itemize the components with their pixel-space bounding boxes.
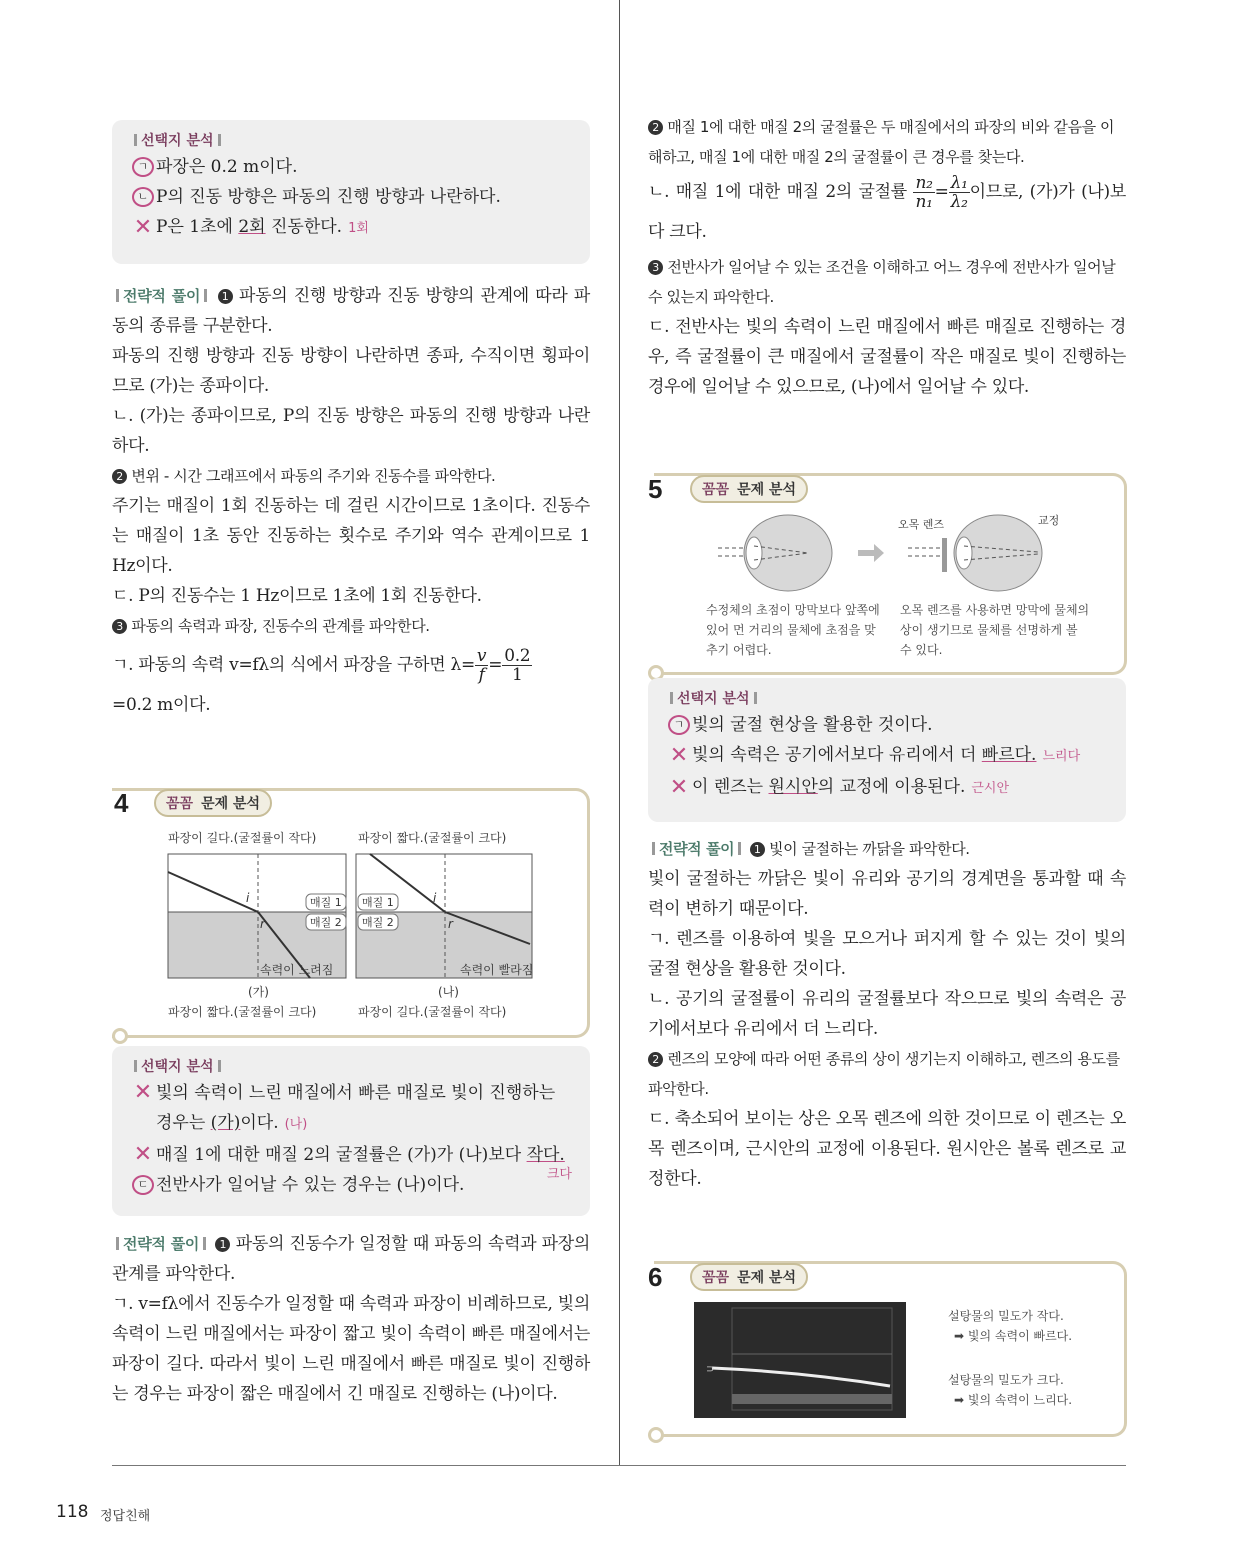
option-b: ㄴ P의 진동 방향은 파동의 진행 방향과 나란하다. [130,182,572,212]
svg-text:오목 렌즈: 오목 렌즈 [898,518,945,531]
q4-strategy-cont: 2 매질 1에 대한 매질 2의 굴절률은 두 매질에서의 파장의 비와 같음을 이해하고, 매질 1에 대한 매질 2의 굴절률이 큰 경우를 찾는다. ㄴ. 매질 1에 대한 매질 2의 굴절률 $\frac{\text{n₂}}{\text{n₁}}$ = $\frac{\text{λ₁}}{\text{λ₂}}$ 이므로, (가)가 (나)보다 크다. 3 전반사가 일어날 수 있는 조건을 이해하고 어느 경우에 전반사가 일어날 수 있는지 파악한다. ㄷ. 전반사는 빛의 속력이 느린 매질에서 빠른 매질로 진행하는 경우, 즉 굴절률이 큰 매질에서 굴절률이 작은 매질로 빛이 진행하는 경우에 일어날 수 있으므로, (나)에서 일어날 수 있다. [648,118,1127,397]
frame-dot [112,1028,128,1044]
photo-note-top: 설탕물의 밀도가 작다. ➡ 빛의 속력이 빠르다. [948,1309,1073,1343]
options-heading: 선택지 분석 [130,1056,572,1076]
wrong-mark-icon: ✕ [669,743,689,768]
svg-text:파장이 짧다.(굴절률이 크다): 파장이 짧다.(굴절률이 크다) [168,1005,317,1019]
svg-text:r: r [448,917,453,931]
svg-text:(나): (나) [438,985,459,999]
svg-text:매질 2: 매질 2 [310,916,342,929]
option-a: ㄱ 빛의 굴절 현상을 활용한 것이다. [666,710,1108,740]
svg-text:(가): (가) [248,985,269,999]
option-a: ㄱ 파장은 0.2 m이다. [130,152,572,182]
option-b: ✕ 빛의 속력은 공기에서보다 유리에서 더 빠르다. 느리다 [669,743,1081,768]
q4-badge: 꼼꼼 문제 분석 [154,789,272,817]
question-number: 6 [648,1262,663,1292]
q4-strategy: 전략적 풀이 1 파동의 진동수가 일정할 때 파동의 속력과 파장의 관계를 파악한다. ㄱ. v=fλ에서 진동수가 일정할 때 속력과 파장이 비례하므로, 빛의 속력이 느린 매질에서는 파장이 짧고 빛이 속력이 빠른 매질에서는 파장이 길다. 따라서 빛이 느린 매질에서 빠른 매질로 빛이 진행하는 경우는 파장이 짧은 매질에서 긴 매질로 진행하는 (나)이다. [112,1234,590,1404]
wrong-mark-icon: ✕ [669,775,689,800]
eye-caption-left: 수정체의 초점이 망막보다 앞쪽에 있어 먼 거리의 물체에 초점을 맞추기 어렵다. [706,603,880,657]
arrow-right-icon [858,544,884,562]
q6-badge: 꼼꼼 문제 분석 [690,1263,808,1291]
svg-text:⊃: ⊃ [706,1364,715,1375]
svg-text:r: r [260,917,265,931]
sugar-water-photo [694,1302,906,1418]
eye-caption-right: 오목 렌즈를 사용하면 망막에 물체의 상이 생기므로 물체를 선명하게 볼 수 있다. [900,603,1090,657]
svg-text:파장이 길다.(굴절률이 작다): 파장이 길다.(굴절률이 작다) [168,831,317,845]
frame-dot [648,1427,664,1443]
svg-text:파장이 길다.(굴절률이 작다): 파장이 길다.(굴절률이 작다) [358,1005,507,1019]
column-divider [619,0,620,1465]
svg-text:매질 1: 매질 1 [362,896,394,909]
question-number: 4 [114,788,129,818]
photo-note-bottom: 설탕물의 밀도가 크다. ➡ 빛의 속력이 느리다. [948,1373,1073,1407]
eye-figure [708,508,1108,598]
page-number: 118 [56,1502,89,1522]
options-heading: 선택지 분석 [666,688,1108,708]
svg-text:파장이 짧다.(굴절률이 크다): 파장이 짧다.(굴절률이 크다) [358,831,507,845]
arrow-right-icon: ➡ [954,1329,965,1343]
option-b: ✕ 매질 1에 대한 매질 2의 굴절률은 (가)가 (나)보다 작다. [133,1142,565,1167]
svg-text:속력이 느려짐: 속력이 느려짐 [260,963,334,977]
q5-options-box [648,678,1126,822]
svg-text:매질 1: 매질 1 [310,896,342,909]
svg-text:매질 2: 매질 2 [362,916,394,929]
book-label: 정답친해 [100,1509,151,1524]
options-heading: 선택지 분석 [130,130,572,150]
refraction-figure [160,826,590,1026]
q3-options-box [112,120,590,264]
option-c: ㄷ 전반사가 일어날 수 있는 경우는 (나)이다. 크다 [130,1170,572,1200]
q5-strategy: 전략적 풀이 1 빛이 굴절하는 까닭을 파악한다. 빛이 굴절하는 까닭은 빛이 유리와 공기의 경계면을 통과할 때 속력이 변하기 때문이다. ㄱ. 렌즈를 이용하여 빛을 모으거나 퍼지게 할 수 있는 것이 빛의 굴절 현상을 활용한 것이다. ㄴ. 공기의 굴절률이 유리의 굴절률보다 작으므로 빛의 속력은 공기에서보다 유리에서 더 느리다. 2 렌즈의 모양에 따라 어떤 종류의 상이 생기는지 이해하고, 렌즈의 용도를 파악한다. ㄷ. 축소되어 보이는 상은 오목 렌즈에 의한 것이므로 이 렌즈는 오목 렌즈이며, 근시안의 교정에 이용된다. 원시안은 볼록 렌즈로 교정한다. [648,840,1126,1189]
q5-badge: 꼼꼼 문제 분석 [690,475,808,503]
wrong-mark-icon: ✕ [133,1142,153,1167]
svg-text:교정: 교정 [1038,514,1060,527]
wrong-mark-icon: ✕ [133,1080,153,1105]
q3-strategy: 전략적 풀이 1 파동의 진행 방향과 진동 방향의 관계에 따라 파동의 종류를 구분한다. 파동의 진행 방향과 진동 방향이 나란하면 종파, 수직이면 횡파이므로 (가)는 종파이다. ㄴ. (가)는 종파이므로, P의 진동 방향은 파동의 진행 방향과 나란하다. 2 변위 - 시간 그래프에서 파동의 주기와 진동수를 파악한다. 주기는 매질이 1회 진동하는 데 걸린 시간이므로 1초이다. 진동수는 매질이 1초 동안 진동하는 횟수로 주기와 역수 관계이므로 1 Hz이다. ㄷ. P의 진동수는 1 Hz이므로 1초에 1회 진동한다. 3 파동의 속력과 파장, 진동수의 관계를 파악한다. ㄱ. 파동의 속력 v=fλ의 식에서 파장을 구하면 λ= $\frac{v}{f}$ = $\frac{0.2}{1}$ =0.2 m이다. [112,286,590,715]
arrow-right-icon: ➡ [954,1393,965,1407]
q4-options-box [112,1046,590,1216]
svg-text:i: i [246,891,250,905]
svg-text:속력이 빨라짐: 속력이 빨라짐 [460,963,534,977]
wrong-mark-icon: ✕ [133,215,153,240]
option-c: ✕ 이 렌즈는 원시안의 교정에 이용된다. 근시안 [669,775,1010,800]
question-number: 5 [648,474,663,504]
svg-text:i: i [433,891,437,905]
option-c: ✕ P은 1초에 2회 진동한다. 1회 [133,215,369,240]
footer-rule [112,1465,1126,1466]
option-a: ✕ 빛의 속력이 느린 매질에서 빠른 매질로 빛이 진행하는 경우는 (가)이다. (나) [133,1080,556,1133]
